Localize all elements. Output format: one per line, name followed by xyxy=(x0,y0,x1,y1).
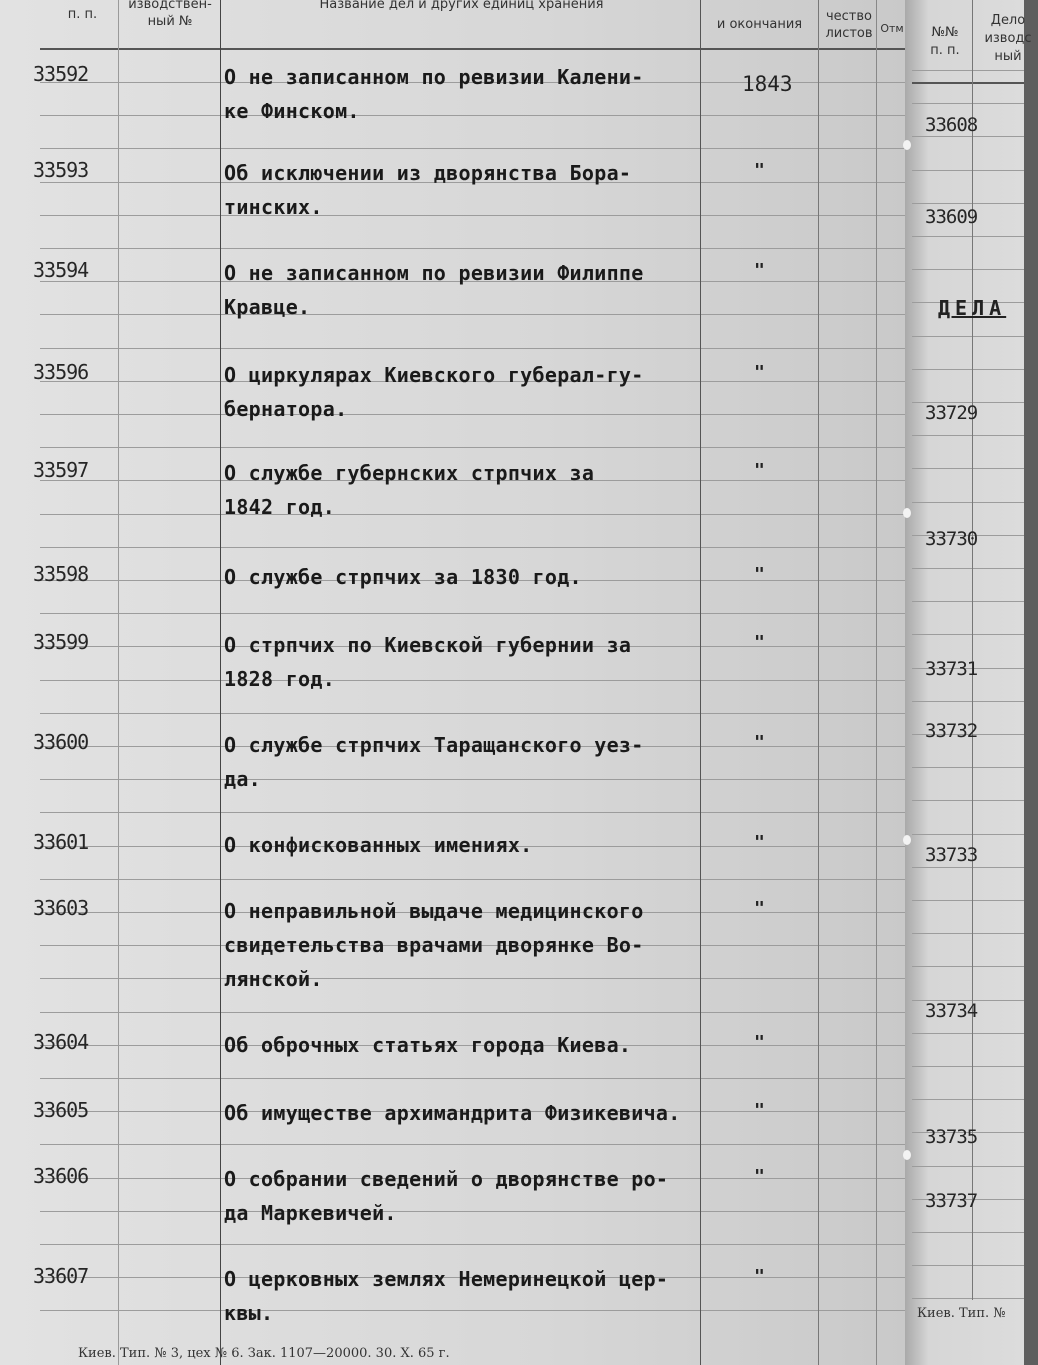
right-footer: Киев. Тип. № xyxy=(917,1306,1006,1321)
entry-date: " xyxy=(754,732,765,753)
entry-title xyxy=(224,894,704,996)
ruled-line xyxy=(40,812,905,813)
right-ruled-line xyxy=(912,1232,1024,1233)
entry-title xyxy=(224,256,704,324)
header-col-notes: Отм xyxy=(880,22,904,35)
entry-number: 33604 xyxy=(33,1030,89,1054)
entry-title xyxy=(224,828,704,862)
right-ruled-line xyxy=(912,103,1024,104)
entry-date: 1843 xyxy=(742,72,793,96)
right-entry-number: 33730 xyxy=(925,528,978,550)
right-ruled-line xyxy=(912,867,1024,868)
entry-title xyxy=(224,560,704,594)
entry-title xyxy=(224,156,704,224)
entry-title-line: лянской. xyxy=(224,967,323,991)
entry-number: 33607 xyxy=(33,1264,89,1288)
entry-title-line: Кравце. xyxy=(224,295,311,319)
entry-title xyxy=(224,1262,704,1330)
entry-title-line: О конфискованных имениях. xyxy=(224,833,533,857)
entry-title-line: О не записанном по ревизии Калени- xyxy=(224,65,644,89)
right-ruled-line xyxy=(912,1298,1024,1299)
entry-title-line: да. xyxy=(224,767,262,791)
entry-title-line: О службе стрпчих за 1830 год. xyxy=(224,565,582,589)
entry-title-line: 1842 год. xyxy=(224,495,336,519)
right-entry-number: 33608 xyxy=(925,114,978,136)
right-ruled-line xyxy=(912,933,1024,934)
header-col-num: п. п. xyxy=(67,7,98,22)
entry-title xyxy=(224,456,704,524)
right-ruled-line xyxy=(912,1066,1024,1067)
column-line xyxy=(118,0,119,1365)
entry-date: " xyxy=(754,898,765,919)
entry-title-line: О стрпчих по Киевской губернии за xyxy=(224,633,632,657)
header-col-title: Название дел и других единиц хранения xyxy=(319,0,604,12)
right-entry-number: 33729 xyxy=(925,402,978,424)
column-line xyxy=(876,0,877,1365)
entry-number: 33596 xyxy=(33,360,89,384)
entry-title-line: О собрании сведений о дворянстве ро- xyxy=(224,1167,669,1191)
entry-title xyxy=(224,1028,704,1062)
right-column-line xyxy=(972,0,973,1300)
right-ruled-line xyxy=(912,1166,1024,1167)
column-line xyxy=(818,0,819,1365)
right-ruled-line xyxy=(912,900,1024,901)
entry-title-line: Об оброчных статьях города Киева. xyxy=(224,1033,632,1057)
right-page xyxy=(905,0,1024,1365)
right-ruled-line xyxy=(912,236,1024,237)
right-header-delo: Дело изводс ный xyxy=(984,13,1032,64)
binding-hole xyxy=(903,835,911,845)
ruled-line xyxy=(40,248,905,249)
entry-title-line: О не записанном по ревизии Филиппе xyxy=(224,261,644,285)
entry-number: 33603 xyxy=(33,896,89,920)
entry-date: " xyxy=(754,564,765,585)
right-entry-number: 33732 xyxy=(925,720,978,742)
right-ruled-line xyxy=(912,634,1024,635)
right-entry-number: 33737 xyxy=(925,1190,978,1212)
ruled-line xyxy=(40,713,905,714)
binding-hole xyxy=(903,508,911,518)
entry-title xyxy=(224,728,704,796)
right-ruled-line xyxy=(912,502,1024,503)
entry-date: " xyxy=(754,1266,765,1287)
right-ruled-line xyxy=(912,800,1024,801)
right-ruled-line xyxy=(912,601,1024,602)
entry-title-line: бернатора. xyxy=(224,397,348,421)
right-ruled-line xyxy=(912,834,1024,835)
entry-date: " xyxy=(754,1166,765,1187)
section-label-dela: ДЕЛА xyxy=(938,296,1007,320)
right-ruled-line xyxy=(912,269,1024,270)
right-ruled-line xyxy=(912,369,1024,370)
entry-number: 33601 xyxy=(33,830,89,854)
right-ruled-line xyxy=(912,1265,1024,1266)
entry-number: 33594 xyxy=(33,258,89,282)
right-entry-number: 33735 xyxy=(925,1126,978,1148)
entry-date: " xyxy=(754,632,765,653)
header-col-dates: и окончания xyxy=(716,17,803,32)
entry-title xyxy=(224,1162,704,1230)
ruled-line xyxy=(40,547,905,548)
right-ruled-line xyxy=(912,336,1024,337)
entry-number: 33600 xyxy=(33,730,89,754)
binding-hole xyxy=(903,1150,911,1160)
right-ruled-line xyxy=(912,1099,1024,1100)
entry-title-line: 1828 год. xyxy=(224,667,336,691)
ruled-line xyxy=(40,148,905,149)
right-header-rule xyxy=(912,82,1024,84)
entry-date: " xyxy=(754,1032,765,1053)
right-ruled-line xyxy=(912,435,1024,436)
entry-number: 33598 xyxy=(33,562,89,586)
entry-number: 33597 xyxy=(33,458,89,482)
entry-date: " xyxy=(754,362,765,383)
entry-title xyxy=(224,628,704,696)
header-col-sheets: чество листов xyxy=(825,9,873,41)
right-ruled-line xyxy=(912,701,1024,702)
entry-date: " xyxy=(754,160,765,181)
entry-title-line: О церковных землях Немеринецкой цер- xyxy=(224,1267,669,1291)
ruled-line xyxy=(40,1012,905,1013)
entry-title-line: О службе стрпчих Таращанского уез- xyxy=(224,733,644,757)
right-header-num: №№ п. п. xyxy=(930,25,960,58)
entry-number: 33599 xyxy=(33,630,89,654)
ruled-line xyxy=(40,1078,905,1079)
entry-title xyxy=(224,1096,704,1130)
right-ruled-line xyxy=(912,767,1024,768)
entry-title xyxy=(224,60,704,128)
right-ruled-line xyxy=(912,203,1024,204)
entry-title-line: Об исключении из дворянства Бора- xyxy=(224,161,632,185)
entry-number: 33606 xyxy=(33,1164,89,1188)
binding-hole xyxy=(903,140,911,150)
printer-footer: Киев. Тип. № 3, цех № 6. Зак. 1107—20000. 30. X. 65 г. xyxy=(78,1346,450,1361)
ruled-line xyxy=(40,1144,905,1145)
entry-title-line: О циркулярах Киевского губерал-гу- xyxy=(224,363,644,387)
entry-date: " xyxy=(754,1100,765,1121)
entry-date: " xyxy=(754,260,765,281)
ruled-line xyxy=(40,613,905,614)
ruled-line xyxy=(40,879,905,880)
right-ruled-line xyxy=(912,1033,1024,1034)
entry-number: 33605 xyxy=(33,1098,89,1122)
entry-title-line: квы. xyxy=(224,1301,274,1325)
right-ruled-line xyxy=(912,136,1024,137)
column-line xyxy=(220,0,221,1365)
ruled-line xyxy=(40,447,905,448)
entry-title-line: да Маркевичей. xyxy=(224,1201,397,1225)
right-ruled-line xyxy=(912,70,1024,71)
right-entry-number: 33731 xyxy=(925,658,978,680)
entry-title-line: Об имуществе архимандрита Физикевича. xyxy=(224,1101,681,1125)
entry-title-line: свидетельства врачами дворянке Во- xyxy=(224,933,644,957)
right-entry-number: 33609 xyxy=(925,206,978,228)
entry-date: " xyxy=(754,460,765,481)
right-ruled-line xyxy=(912,966,1024,967)
entry-title-line: О службе губернских стрпчих за xyxy=(224,461,595,485)
entry-title-line: ке Финском. xyxy=(224,99,360,123)
entry-title-line: О неправильной выдаче медицинского xyxy=(224,899,644,923)
right-entry-number: 33734 xyxy=(925,1000,978,1022)
right-ruled-line xyxy=(912,468,1024,469)
ruled-line xyxy=(40,348,905,349)
entry-title xyxy=(224,358,704,426)
header-col-delo: изводствен- ный № xyxy=(128,0,212,29)
right-ruled-line xyxy=(912,568,1024,569)
entry-number: 33592 xyxy=(33,62,89,86)
right-ruled-line xyxy=(912,170,1024,171)
ruled-line xyxy=(40,1244,905,1245)
right-entry-number: 33733 xyxy=(925,844,978,866)
header-rule xyxy=(40,48,905,50)
entry-number: 33593 xyxy=(33,158,89,182)
entry-title-line: тинских. xyxy=(224,195,323,219)
entry-date: " xyxy=(754,832,765,853)
